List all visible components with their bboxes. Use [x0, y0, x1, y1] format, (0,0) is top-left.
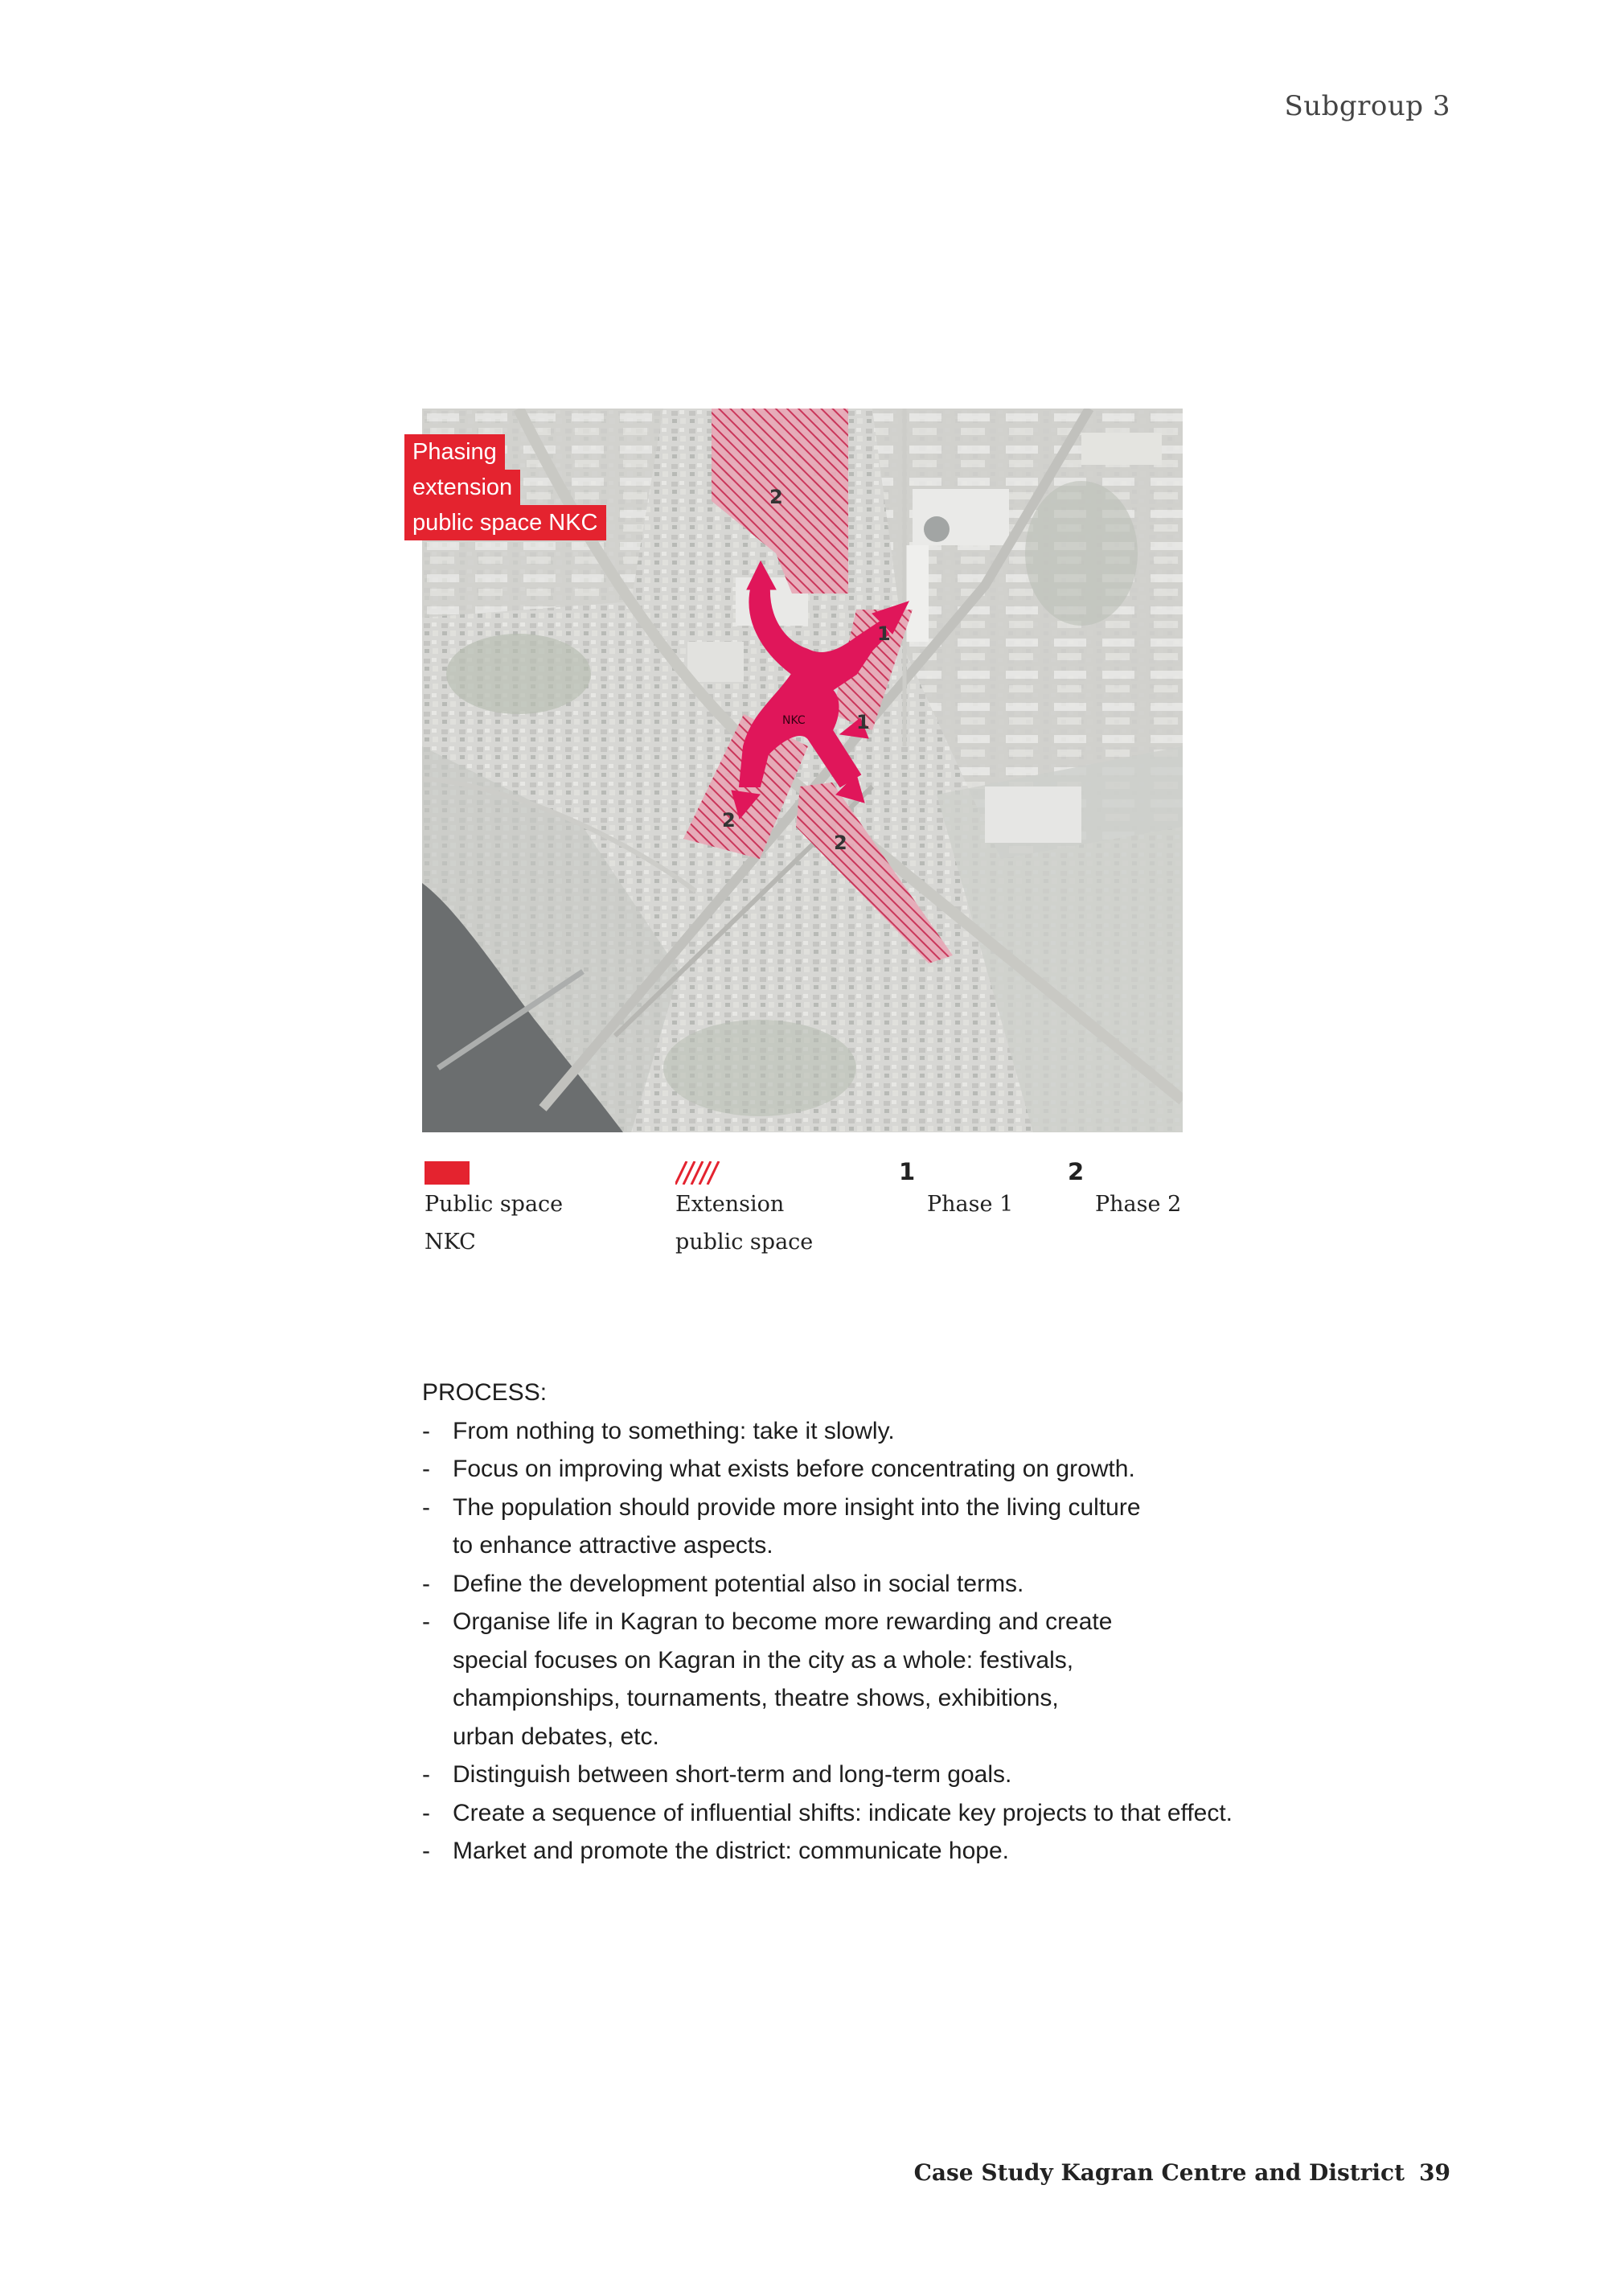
- legend-extension: [675, 1185, 813, 1261]
- map-title-line: extension: [404, 470, 520, 505]
- legend-phase2-label: Phase 2: [1095, 1192, 1182, 1217]
- process-list: [422, 1412, 1387, 1871]
- list-item: - From nothing to something: take it slowly.: [422, 1412, 1387, 1451]
- phase-marker: 2: [834, 832, 847, 854]
- legend-phase1-label: Phase 1: [927, 1192, 1014, 1217]
- list-item: - Organise life in Kagran to become more rewarding and create special focuses on Kagran in the city as a whole: festivals, championships, tournaments, theatre shows, exhibitions, urban debates, etc.: [422, 1603, 1387, 1756]
- process-title: PROCESS:: [422, 1379, 548, 1406]
- list-item: - Focus on improving what exists before concentrating on growth.: [422, 1450, 1387, 1489]
- phase-marker: 1: [856, 711, 870, 733]
- list-item: - Define the development potential also in social terms.: [422, 1565, 1387, 1604]
- legend-swatch-public-space: [425, 1161, 470, 1185]
- legend-public-space-line: Public space: [425, 1192, 564, 1217]
- phase-marker: 1: [877, 622, 891, 645]
- list-item: - Create a sequence of influential shifts: indicate key projects to that effect.: [422, 1794, 1387, 1833]
- list-item: - Distinguish between short-term and long-term goals.: [422, 1756, 1387, 1794]
- nkc-label: NKC: [782, 714, 806, 727]
- list-item-text: The population should provide more insight into the living culture to enhance attractive aspects.: [453, 1493, 1141, 1559]
- list-item-text: Market and promote the district: communicate hope.: [453, 1838, 1009, 1864]
- map-title: [404, 434, 606, 540]
- list-item: - The population should provide more insight into the living culture to enhance attractive aspects.: [422, 1489, 1387, 1565]
- list-item-text: Define the development potential also in social terms.: [453, 1570, 1024, 1597]
- list-item-text: Distinguish between short-term and long-term goals.: [453, 1761, 1012, 1788]
- list-item-text: Create a sequence of influential shifts: indicate key projects to that effect.: [453, 1799, 1233, 1826]
- list-item-text: Focus on improving what exists before concentrating on growth.: [453, 1456, 1135, 1482]
- map-title-line: public space NKC: [404, 505, 606, 540]
- legend-extension-line: Extension: [675, 1192, 785, 1217]
- list-item-text: Organise life in Kagran to become more rewarding and create special focuses on Kagran in the city as a whole: festivals, championships, tournaments, theatre shows, exhibitions, urban debates, etc.: [453, 1608, 1113, 1750]
- phase-marker: 2: [722, 809, 736, 832]
- map-legend: [0, 1158, 1608, 1271]
- header-subgroup: Subgroup 3: [1284, 90, 1450, 122]
- map-title-line: Phasing: [404, 434, 505, 470]
- footer-title: Case Study Kagran Centre and District: [913, 2159, 1405, 2186]
- legend-public-space: [425, 1185, 563, 1261]
- list-item-text: From nothing to something: take it slowly.: [453, 1417, 895, 1444]
- legend-public-space-line: NKC: [425, 1230, 476, 1255]
- legend-extension-line: public space: [675, 1230, 814, 1255]
- legend-phase1-number: 1: [899, 1158, 916, 1185]
- process-section: [422, 1374, 1387, 1871]
- legend-swatch-extension: [675, 1161, 720, 1185]
- page-number: 39: [1419, 2159, 1450, 2186]
- legend-phase2-number: 2: [1068, 1158, 1085, 1185]
- list-item: - Market and promote the district: communicate hope.: [422, 1832, 1387, 1871]
- phase-marker: 2: [769, 486, 783, 508]
- page-footer: [914, 2159, 1450, 2186]
